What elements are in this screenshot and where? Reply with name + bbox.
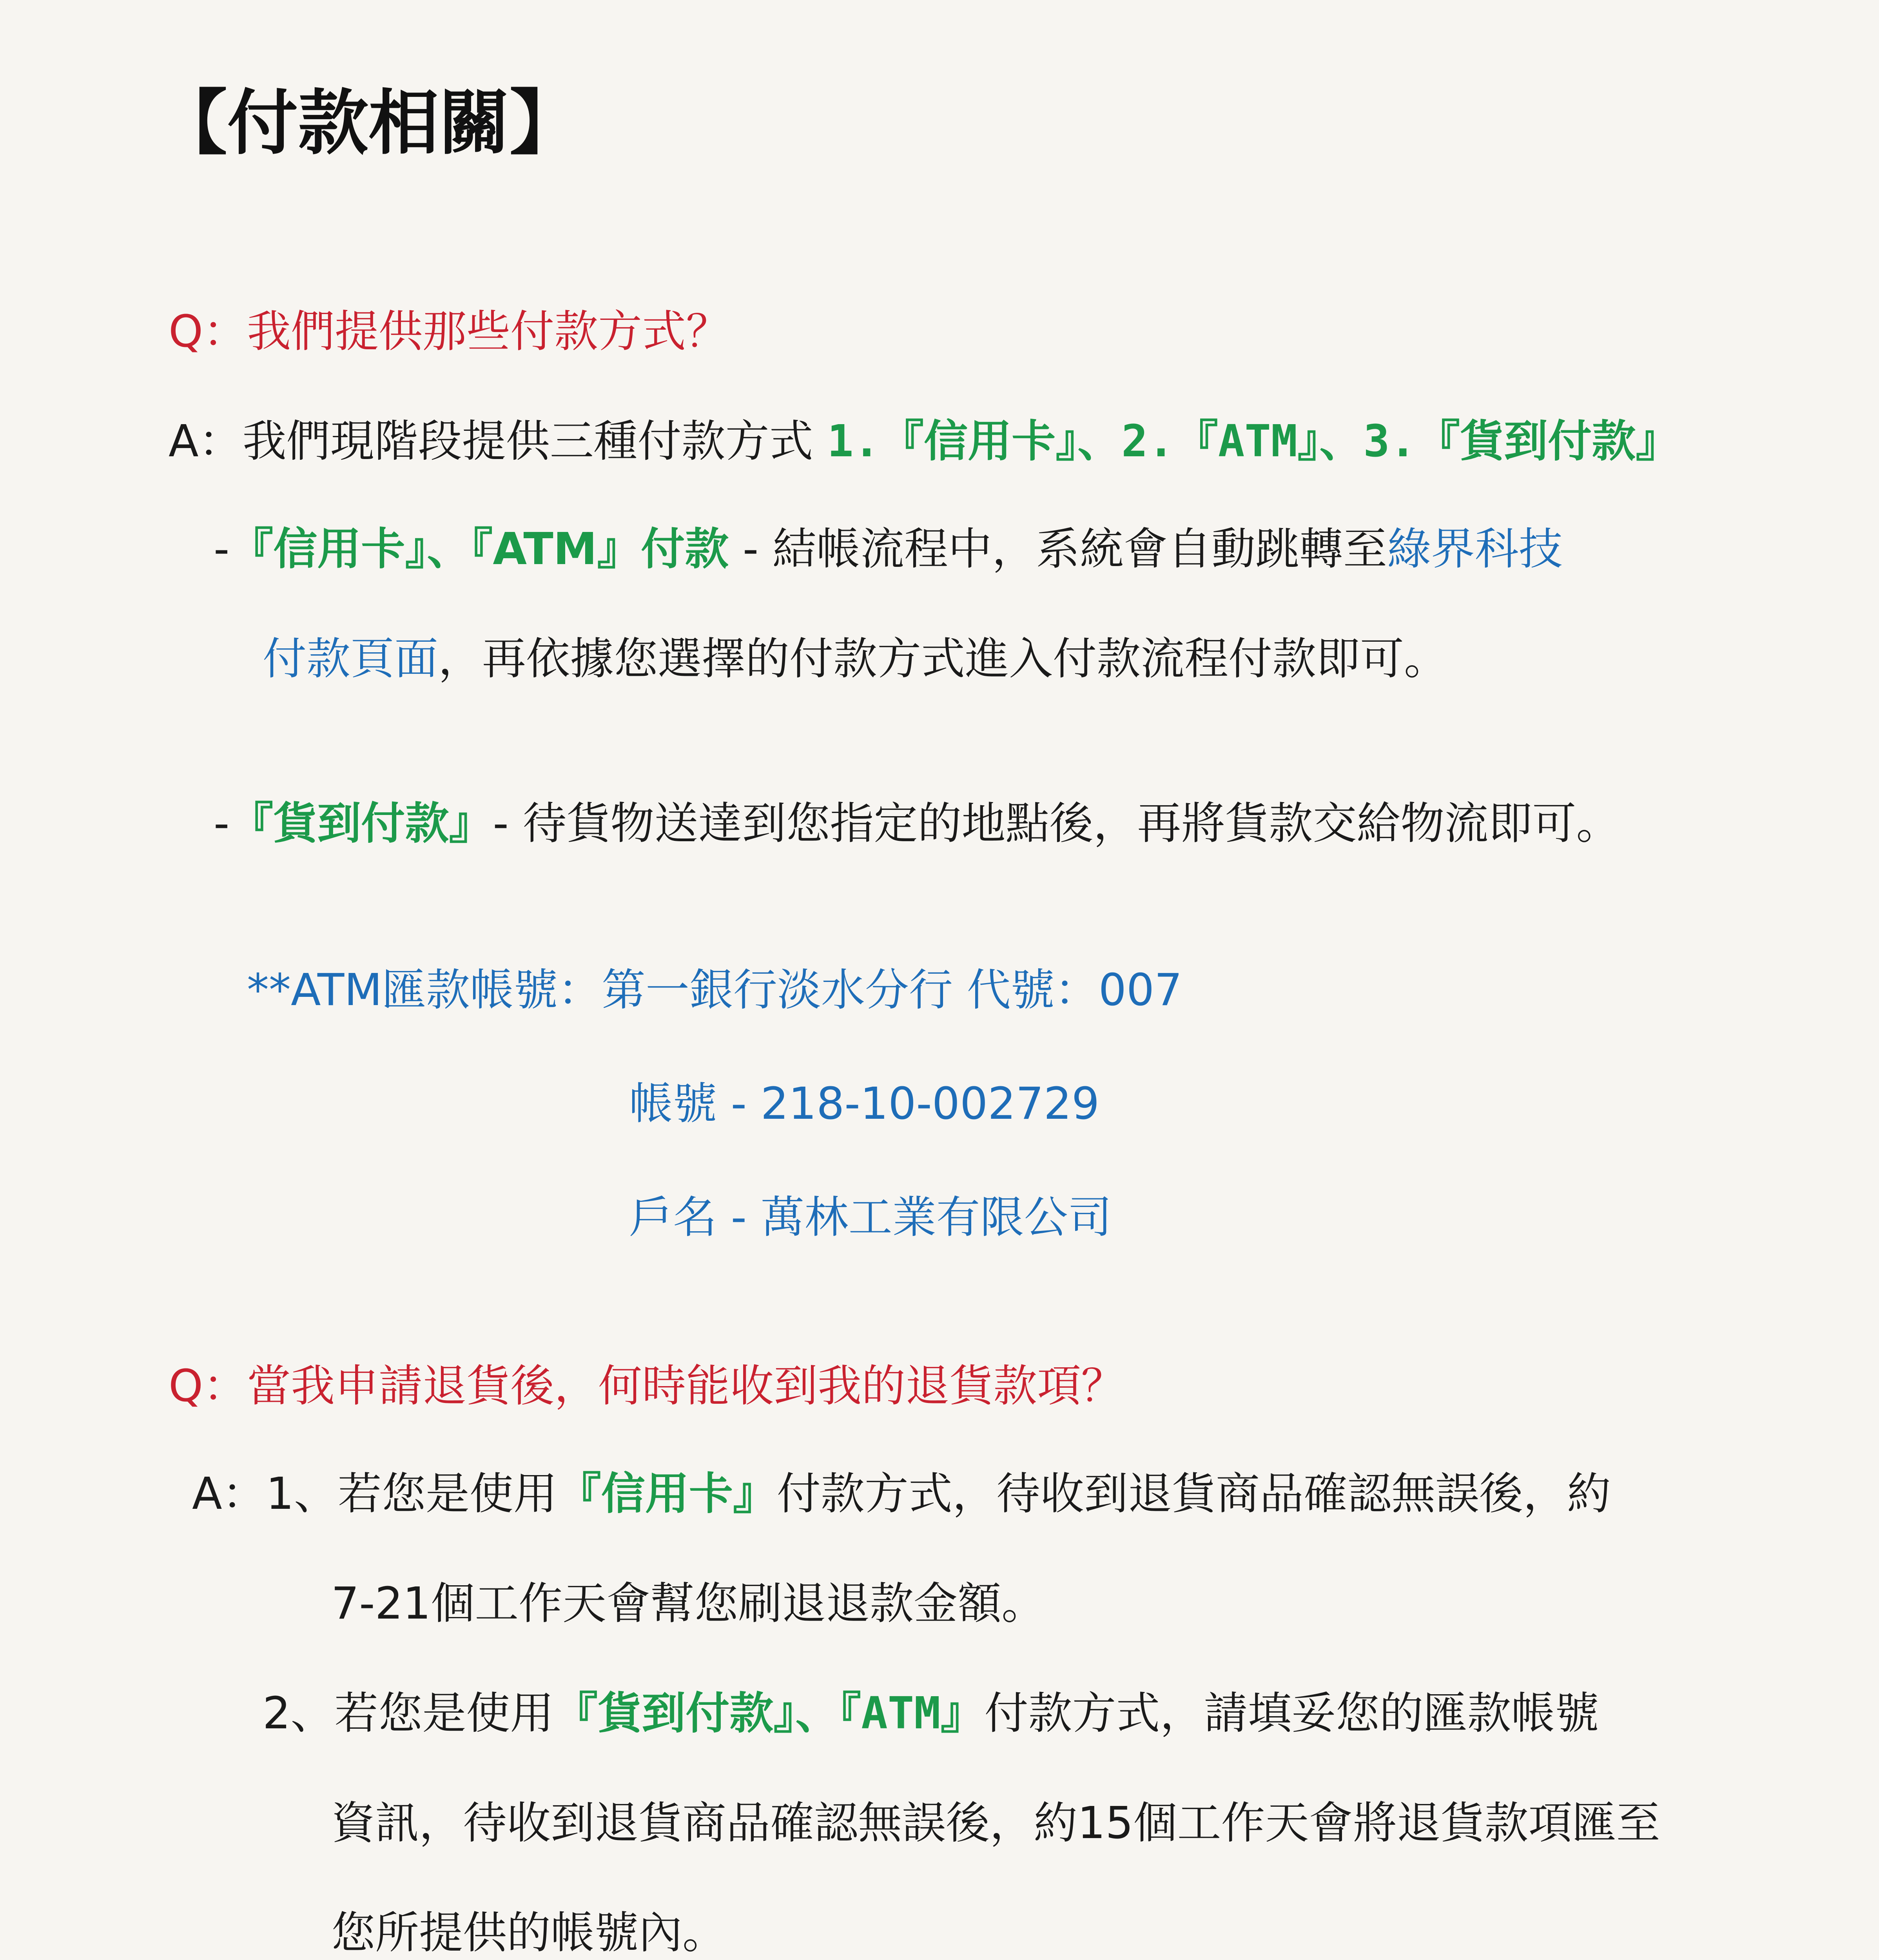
payment-page-link[interactable]: 付款頁面: [263, 633, 438, 684]
faq1-bullet-card-atm: [214, 524, 1563, 575]
faq2-question: Q：當我申請退貨後，何時能收到我的退貨款項？: [169, 1361, 1125, 1412]
page-title: 【付款相關】: [157, 82, 580, 164]
bullet-methods: 『信用卡』、『ATM』付款: [229, 524, 729, 575]
answer-1-prefix: A：1、若您是使用: [192, 1468, 557, 1519]
faq1-bullet-card-atm-cont: [263, 633, 1448, 684]
answer-2-method-cod: 『貨到付款』: [554, 1688, 796, 1739]
faq1-answer: [169, 416, 1680, 467]
atm-account-name: 戶名 - 萬林工業有限公司: [629, 1192, 1112, 1243]
answer-2-method-atm: 『ATM』: [839, 1688, 985, 1739]
faq1-answer-prefix: A：我們現階段提供三種付款方式: [169, 416, 827, 467]
separator: 、: [1077, 416, 1122, 467]
ecpay-link[interactable]: 綠界科技: [1387, 524, 1563, 575]
bullet-text: - 待貨物送達到您指定的地點後，再將貨款交給物流即可。: [493, 798, 1620, 849]
atm-account-number: 帳號 - 218-10-002729: [629, 1078, 1100, 1129]
faq2-answer-2-cont2: 您所提供的帳號內。: [331, 1907, 726, 1958]
faq1-bullet-cod: [214, 798, 1620, 849]
bullet-text: - 結帳流程中，系統會自動跳轉至: [729, 524, 1387, 575]
separator: 、: [1319, 416, 1364, 467]
payment-option-cod: 3.『貨到付款』: [1363, 416, 1680, 467]
faq2-answer-1-cont: 7-21個工作天會幫您刷退退款金額。: [331, 1578, 1046, 1629]
answer-1-method: 『信用卡』: [557, 1468, 777, 1519]
separator: 、: [795, 1688, 840, 1739]
payment-option-atm: 2.『ATM』: [1121, 416, 1320, 467]
bullet-text-cont: ，再依據您選擇的付款方式進入付款流程付款即可。: [438, 633, 1448, 684]
answer-2-prefix: 2、若您是使用: [263, 1688, 554, 1739]
atm-account-info: **ATM匯款帳號：第一銀行淡水分行 代號：007: [247, 965, 1183, 1016]
faq1-question: Q：我們提供那些付款方式？: [169, 306, 730, 357]
answer-2-text: 付款方式，請填妥您的匯款帳號: [984, 1688, 1599, 1739]
bullet-dash: -: [214, 798, 230, 849]
payment-option-credit-card: 1.『信用卡』: [827, 416, 1078, 467]
bullet-dash: -: [214, 524, 230, 575]
faq2-answer-2: [263, 1688, 1599, 1739]
answer-1-text: 付款方式，待收到退貨商品確認無誤後，約: [776, 1468, 1611, 1519]
faq2-answer-1: [192, 1468, 1611, 1519]
faq2-answer-2-cont: 資訊，待收到退貨商品確認無誤後，約15個工作天會將退貨款項匯至: [331, 1798, 1660, 1849]
bullet-method-cod: 『貨到付款』: [229, 798, 493, 849]
